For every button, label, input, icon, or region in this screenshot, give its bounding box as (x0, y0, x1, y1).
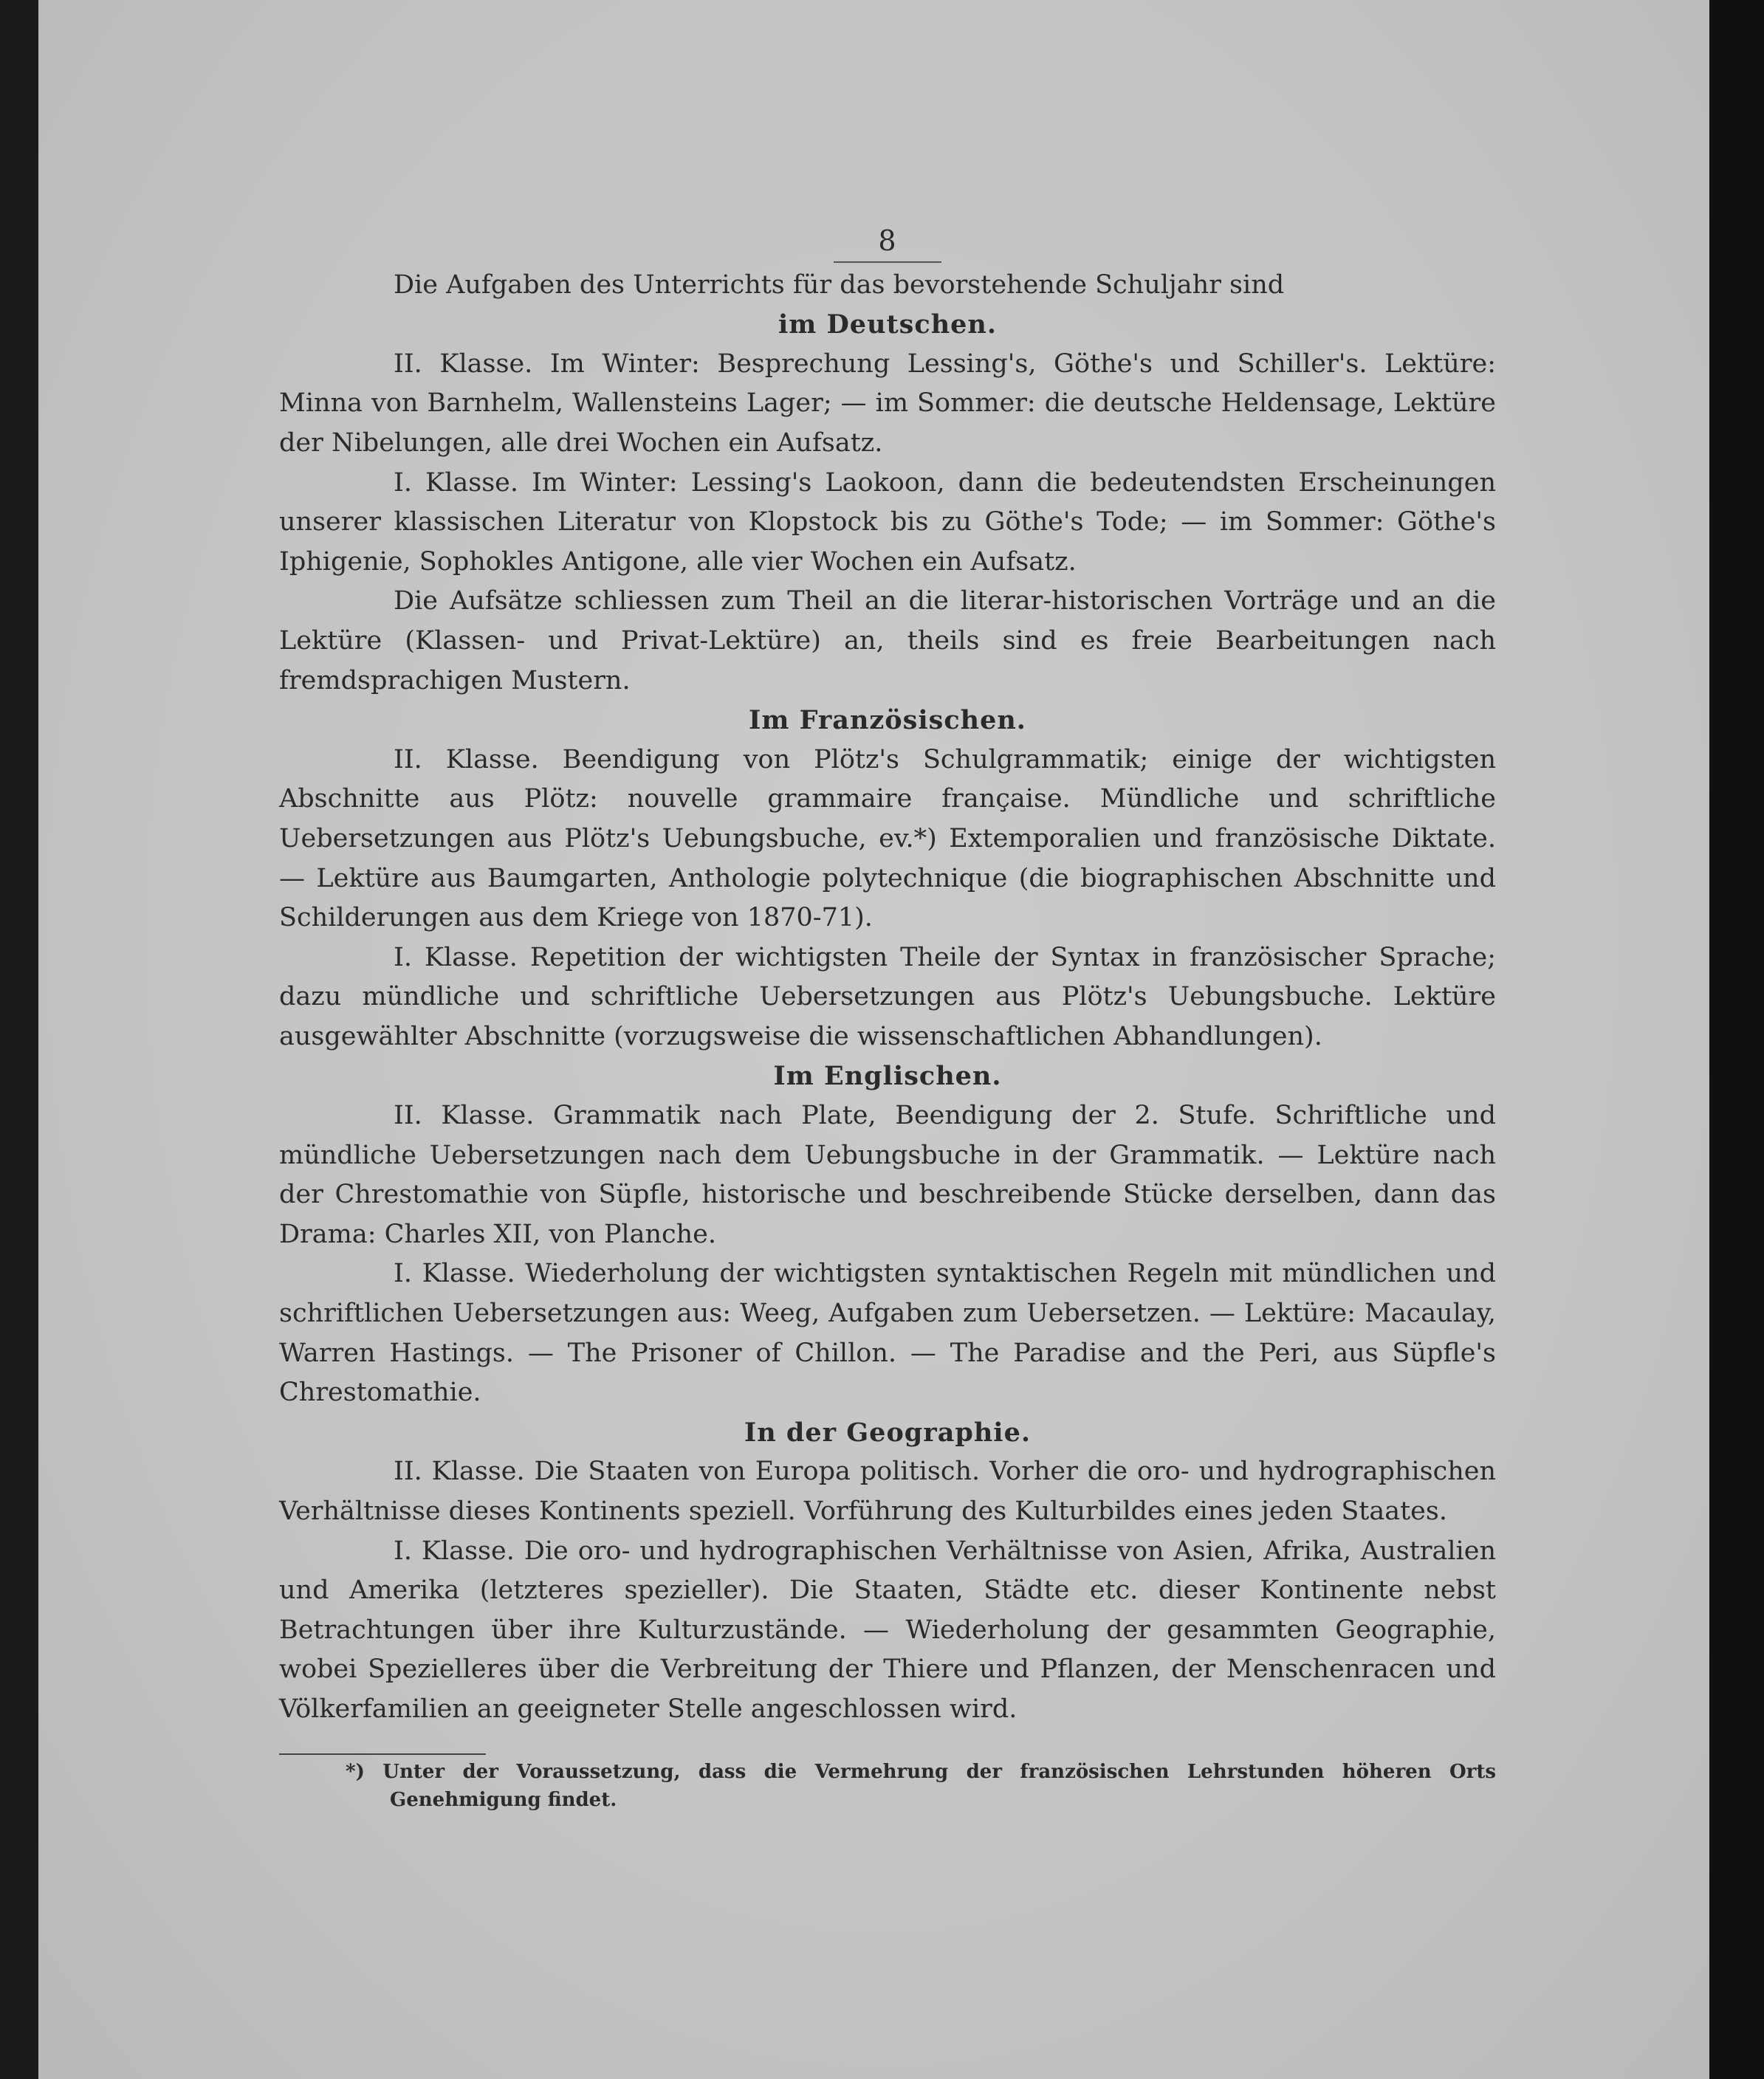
section-heading: Im Französischen. (749, 705, 1026, 736)
page-number: 8 (279, 221, 1496, 263)
intro-text: Die Aufgaben des Unterrichts für das bevorstehende Schuljahr sind (394, 269, 1285, 300)
paragraph: I. Klasse. Die oro- und hydrographischen Verhältnisse von Asien, Afrika, Australien und Amerika (letzteres spezieller). Die Staaten, Städte etc. dieser Kontinente nebst Betrachtungen über ihre Kulturzustände. — Wiederholung der gesammten Geographie, wobei Spezielleres über die Verbreitung der Thiere und Pflanzen, der Menschenracen und Völkerfamilien an geeigneter Stelle angeschlossen wird. (279, 1536, 1496, 1724)
paragraph: I. Klasse. Im Winter: Lessing's Laokoon, dann die bedeutendsten Erscheinungen unserer klassischen Literatur von Klopstock bis zu Göthe's Tode; — im Sommer: Göthe's Iphigenie, Sophokles Antigone, alle vier Wochen ein Aufsatz. (279, 467, 1496, 577)
paragraph: II. Klasse. Im Winter: Besprechung Lessing's, Göthe's und Schiller's. Lektüre: Minna von Barnhelm, Wallensteins Lager; — im Sommer: die deutsche Heldensage, Lektüre der Nibelungen, alle drei Wochen ein Aufsatz. (279, 348, 1496, 458)
paragraph: II. Klasse. Grammatik nach Plate, Beendigung der 2. Stufe. Schriftliche und mündliche Uebersetzungen nach dem Uebungsbuche in der Grammatik. — Lektüre nach der Chrestomathie von Süpfle, historische und beschreibende Stücke derselben, dann das Drama: Charles XII, von Planche. (279, 1101, 1496, 1249)
scan-edge-shadow (1709, 0, 1764, 2079)
section-heading: In der Geographie. (744, 1417, 1032, 1448)
paragraph: II. Klasse. Beendigung von Plötz's Schulgrammatik; einige der wichtigsten Abschnitte aus Plötz: nouvelle grammaire française. Mündliche und schriftliche Uebersetzungen aus Plötz's Uebungsbuche, ev.*) Extemporalien und französische Diktate. — Lektüre aus Baumgarten, Anthologie polytechnique (die biographischen Abschnitte und Schilderungen aus dem Kriege von 1870-71). (279, 744, 1496, 933)
paragraph: Die Aufsätze schliessen zum Theil an die literar-historischen Vorträge und an die Lektüre (Klassen- und Privat-Lektüre) an, theils sind es freie Bearbeitungen nach fremdsprachigen Mustern. (279, 586, 1496, 695)
page-text (279, 221, 1496, 1814)
section-heading: Im Englischen. (773, 1061, 1002, 1092)
paragraph: II. Klasse. Die Staaten von Europa politisch. Vorher die oro- und hydrographischen Verhältnisse dieses Kontinents speziell. Vorführung des Kulturbildes eines jeden Staates. (279, 1457, 1496, 1526)
footnote-divider (279, 1753, 486, 1755)
section-heading: im Deutschen. (778, 309, 998, 340)
section-franzoesisch (279, 701, 1496, 1056)
paragraph: I. Klasse. Wiederholung der wichtigsten syntaktischen Regeln mit mündlichen und schriftlichen Uebersetzungen aus: Weeg, Aufgaben zum Uebersetzen. — Lektüre: Macaulay, Warren Hastings. — The Prisoner of Chillon. — The Paradise and the Peri, aus Süpfle's Chrestomathie. (279, 1259, 1496, 1408)
section-englisch (279, 1056, 1496, 1412)
section-deutsch (279, 305, 1496, 701)
section-geographie (279, 1413, 1496, 1730)
paragraph: I. Klasse. Repetition der wichtigsten Theile der Syntax in französischer Sprache; dazu mündliche und schriftliche Uebersetzungen aus Plötz's Uebungsbuche. Lektüre ausgewählter Abschnitte (vorzugsweise die wissenschaftlichen Abhandlungen). (279, 942, 1496, 1051)
footnote: *) Unter der Voraussetzung, dass die Vermehrung der französischen Lehrstunden höheren Orts Genehmigung findet. (346, 1760, 1496, 1811)
